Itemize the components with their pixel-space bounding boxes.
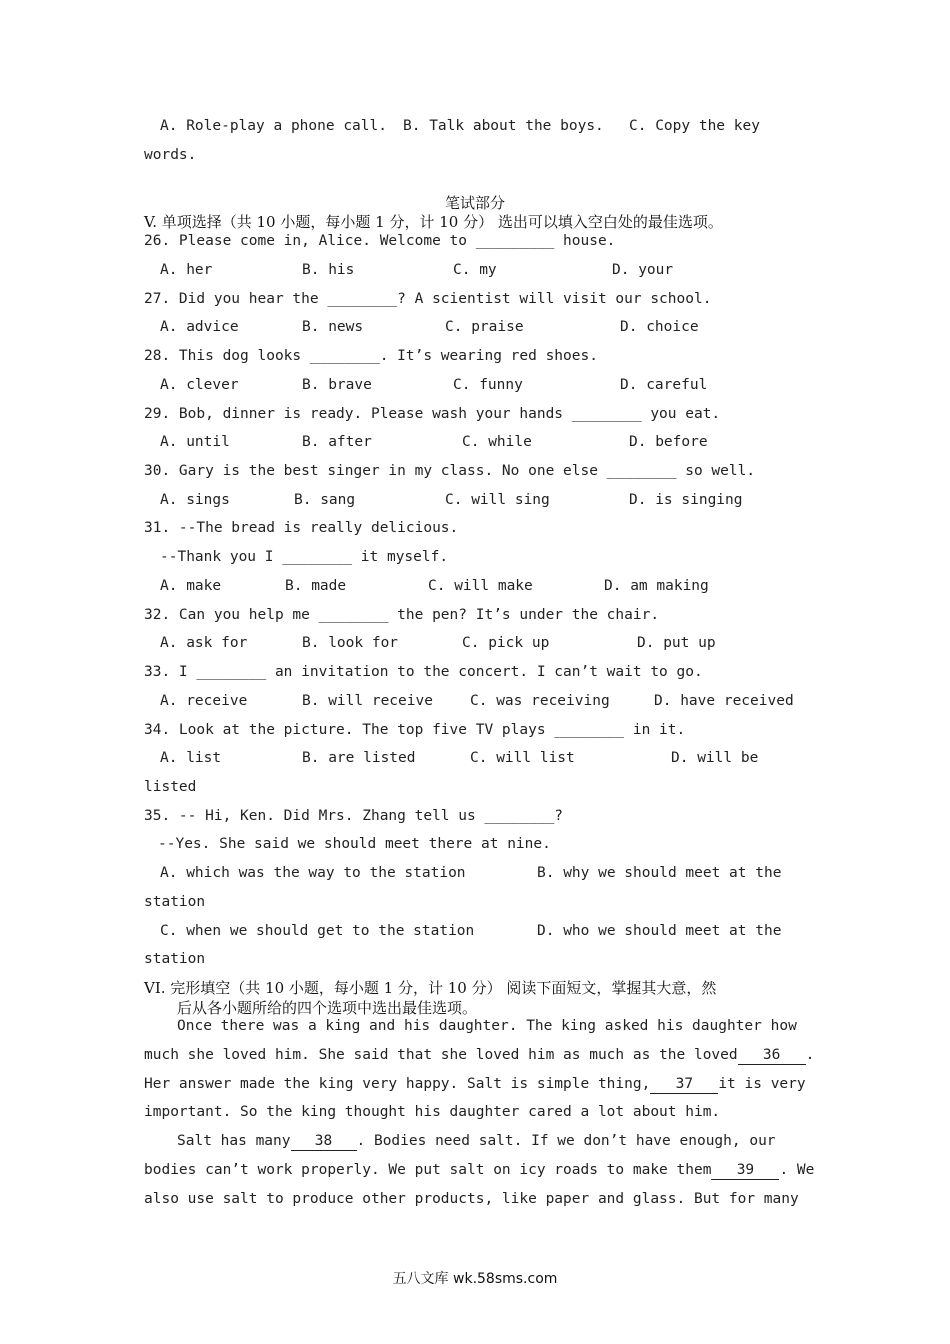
- q34-option-b: B. are listed: [302, 750, 416, 766]
- q28-option-a: A. clever: [160, 377, 239, 393]
- section6-heading-line1: VI. 完形填空（共 10 小题，每小题 1 分，计 10 分） 阅读下面短文，掌握其大意，然: [144, 979, 717, 997]
- q30-option-d: D. is singing: [629, 492, 743, 508]
- q33-stem: 33. I ________ an invitation to the concert. I can’t wait to go.: [144, 664, 703, 680]
- q29-stem: 29. Bob, dinner is ready. Please wash your hands ________ you eat.: [144, 406, 721, 422]
- q30-option-c: C. will sing: [445, 492, 550, 508]
- q33-option-c: C. was receiving: [470, 693, 610, 709]
- q35-option-d: D. who we should meet at the: [537, 923, 782, 939]
- written-section-title: 笔试部分: [444, 194, 505, 212]
- q29-option-b: B. after: [302, 434, 372, 450]
- q33-option-b: B. will receive: [302, 693, 433, 709]
- q29-option-d: D. before: [629, 434, 708, 450]
- q28-option-d: D. careful: [620, 377, 708, 393]
- q26-option-a: A. her: [160, 262, 213, 278]
- q35-option-b: B. why we should meet at the: [537, 865, 782, 881]
- q27-option-a: A. advice: [160, 319, 239, 335]
- q32-option-c: C. pick up: [462, 635, 550, 651]
- passage-text: Salt has many: [177, 1133, 291, 1149]
- q34-option-a: A. list: [160, 750, 222, 766]
- section5-heading: V. 单项选择（共 10 小题，每小题 1 分，计 10 分） 选出可以填入空白处的最佳选项。: [144, 213, 723, 231]
- q33-option-a: A. receive: [160, 693, 248, 709]
- passage-p1-line3: [144, 1074, 824, 1094]
- q35-option-a: A. which was the way to the station: [160, 865, 466, 881]
- q26-stem: 26. Please come in, Alice. Welcome to _________ house.: [144, 233, 616, 249]
- q30-stem: 30. Gary is the best singer in my class. No one else ________ so well.: [144, 463, 756, 479]
- q30-option-b: B. sang: [294, 492, 356, 508]
- q32-option-b: B. look for: [302, 635, 399, 651]
- section6-heading-line2: 后从各小题所给的四个选项中选出最佳选项。: [177, 999, 478, 1017]
- q27-option-c: C. praise: [445, 319, 524, 335]
- q31-stem-reply: --Thank you I ________ it myself.: [160, 549, 449, 565]
- passage-p1-line2: much she loved him. She said that she loved him as much as the loved 36 .: [144, 1047, 815, 1063]
- q32-option-a: A. ask for: [160, 635, 248, 651]
- blank-39: 39: [711, 1161, 779, 1180]
- q35-stem-reply: --Yes. She said we should meet there at nine.: [158, 836, 551, 852]
- blank-38: 38: [291, 1132, 357, 1151]
- q30-option-a: A. sings: [160, 492, 230, 508]
- q26-option-b: B. his: [302, 262, 355, 278]
- q34-option-d-continued: listed: [144, 779, 197, 795]
- q25-option-c-continued: words.: [144, 147, 197, 163]
- q28-stem: 28. This dog looks ________. It’s wearing red shoes.: [144, 348, 598, 364]
- q25-option-c: C. Copy the key: [629, 118, 760, 134]
- q26-option-c: C. my: [453, 262, 497, 278]
- q29-option-a: A. until: [160, 434, 230, 450]
- passage-text: bodies can’t work properly. We put salt on icy roads to make them: [144, 1162, 712, 1178]
- q32-stem: 32. Can you help me ________ the pen? It’s under the chair.: [144, 607, 660, 623]
- q27-option-b: B. news: [302, 319, 364, 335]
- q35-option-d-continued: station: [144, 951, 206, 967]
- blank-36: 36: [738, 1046, 806, 1065]
- q26-option-d: D. your: [612, 262, 674, 278]
- q32-option-d: D. put up: [637, 635, 716, 651]
- q35-option-c: C. when we should get to the station: [160, 923, 475, 939]
- passage-p2-line3: also use salt to produce other products, like paper and glass. But for many: [144, 1191, 799, 1207]
- q25-option-b: B. Talk about the boys.: [403, 118, 604, 134]
- passage-p1-line1: Once there was a king and his daughter. The king asked his daughter how: [177, 1018, 797, 1034]
- footer-watermark: 五八文库 wk.58sms.com: [392, 1271, 558, 1287]
- passage-text: . Bodies need salt. If we don’t have enough, our: [356, 1133, 776, 1149]
- q31-stem: 31. --The bread is really delicious.: [144, 520, 459, 536]
- q33-option-d: D. have received: [654, 693, 794, 709]
- q34-option-d: D. will be: [671, 750, 759, 766]
- q31-option-a: A. make: [160, 578, 222, 594]
- q31-option-b: B. made: [285, 578, 347, 594]
- passage-text: it is very: [718, 1076, 806, 1092]
- q34-option-c: C. will list: [470, 750, 575, 766]
- passage-p2-line1: [177, 1131, 857, 1151]
- q27-stem: 27. Did you hear the ________? A scientist will visit our school.: [144, 291, 712, 307]
- q25-option-a: A. Role-play a phone call.: [160, 118, 387, 134]
- passage-text: much she loved him. She said that she loved him as much as the loved: [144, 1047, 738, 1063]
- blank-37: 37: [650, 1075, 718, 1094]
- q35-option-b-continued: station: [144, 894, 206, 910]
- q31-option-d: D. am making: [604, 578, 709, 594]
- passage-p2-line2: [144, 1160, 824, 1180]
- q29-option-c: C. while: [462, 434, 532, 450]
- passage-p1-line4: important. So the king thought his daughter cared a lot about him.: [144, 1104, 721, 1120]
- q35-stem: 35. -- Hi, Ken. Did Mrs. Zhang tell us ________?: [144, 808, 564, 824]
- passage-text: Her answer made the king very happy. Salt is simple thing,: [144, 1076, 651, 1092]
- q28-option-c: C. funny: [453, 377, 523, 393]
- q34-stem: 34. Look at the picture. The top five TV plays ________ in it.: [144, 722, 686, 738]
- passage-text: . We: [779, 1162, 815, 1178]
- q28-option-b: B. brave: [302, 377, 372, 393]
- q31-option-c: C. will make: [428, 578, 533, 594]
- q27-option-d: D. choice: [620, 319, 699, 335]
